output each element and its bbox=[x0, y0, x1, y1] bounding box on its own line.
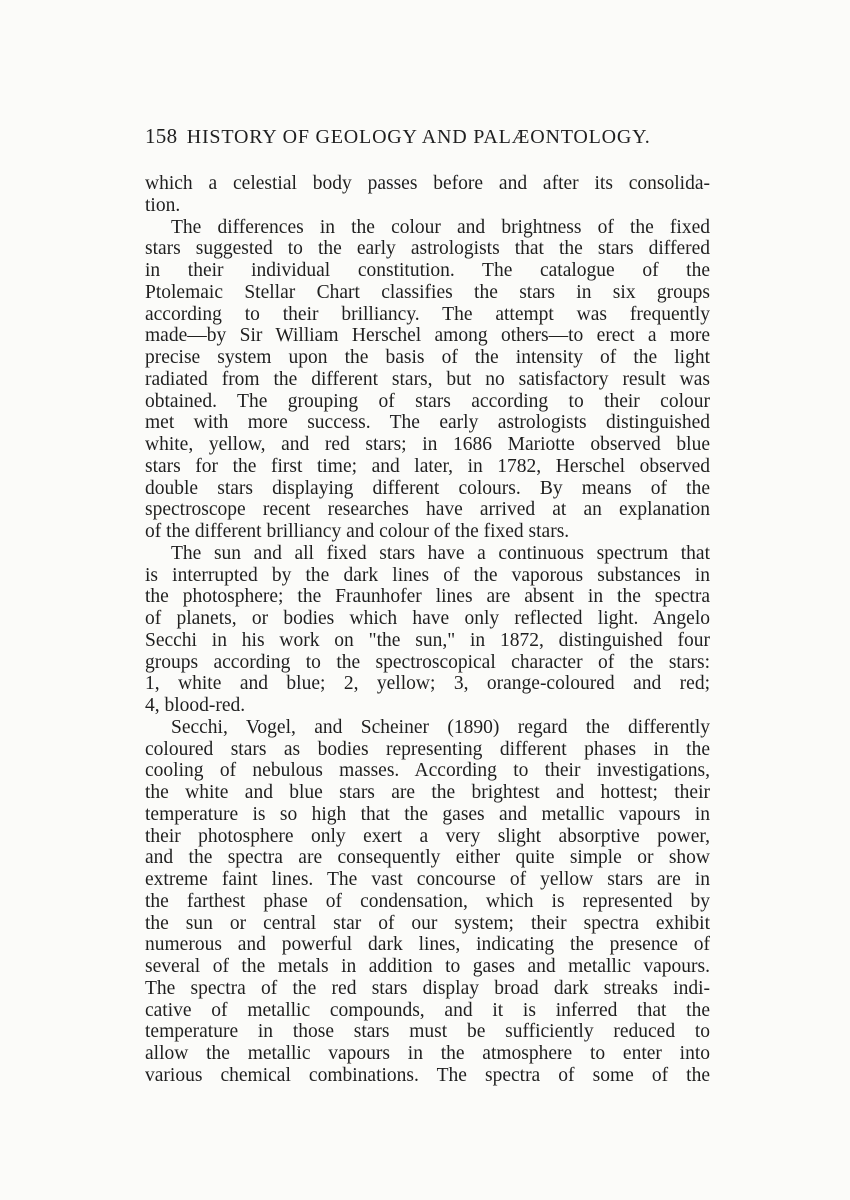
text-line: allow the metallic vapours in the atmosphere to enter into bbox=[145, 1043, 710, 1064]
text-line: 4, blood-red. bbox=[145, 695, 246, 716]
text-line: double stars displaying different colours. By means of the bbox=[145, 477, 710, 499]
text-line: radiated from the different stars, but no satisfactory result was bbox=[145, 368, 710, 390]
text-line: temperature in those stars must be sufficiently reduced to bbox=[145, 1021, 710, 1043]
text-line: of planets, or bodies which have only reflected light. Angelo bbox=[145, 608, 710, 629]
text-line: and the spectra are consequently either quite simple or show bbox=[145, 847, 710, 869]
text-line: the farthest phase of condensation, which is represented by bbox=[145, 890, 710, 912]
text-line: cooling of nebulous masses. According to their investigations, bbox=[145, 760, 710, 782]
text-line: The differences in the colour and brightness of the fixed bbox=[171, 216, 710, 238]
text-line: numerous and powerful dark lines, indicating the presence of bbox=[145, 934, 710, 956]
paragraph bbox=[145, 717, 710, 1087]
text-line: tion. bbox=[145, 194, 181, 216]
page-number: 158 bbox=[145, 124, 178, 148]
text-line: precise system upon the basis of the intensity of the light bbox=[145, 347, 710, 368]
text-line: extreme faint lines. The vast concourse of yellow stars are in bbox=[145, 869, 710, 890]
text-line: coloured stars as bodies representing different phases in the bbox=[145, 738, 710, 760]
text-line: various chemical combinations. The spectra of some of the bbox=[145, 1064, 710, 1086]
text-line: is interrupted by the dark lines of the vaporous substances in bbox=[145, 564, 710, 586]
paragraph bbox=[145, 543, 710, 717]
text-line: of the different brilliancy and colour of the fixed stars. bbox=[145, 521, 570, 542]
text-line: made—by Sir William Herschel among others—to erect a more bbox=[145, 325, 710, 347]
text-line: the sun or central star of our system; their spectra exhibit bbox=[145, 912, 710, 934]
body-text bbox=[145, 173, 710, 1087]
text-line: groups according to the spectroscopical character of the stars: bbox=[145, 651, 710, 673]
text-line: in their individual constitution. The catalogue of the bbox=[145, 260, 710, 281]
text-line: 1, white and blue; 2, yellow; 3, orange-coloured and red; bbox=[145, 673, 710, 695]
text-line: Secchi, Vogel, and Scheiner (1890) regard the differently bbox=[171, 716, 710, 738]
text-line: cative of metallic compounds, and it is inferred that the bbox=[145, 999, 710, 1021]
paragraph bbox=[145, 217, 710, 543]
text-line: according to their brilliancy. The attempt was frequently bbox=[145, 303, 710, 325]
paragraph bbox=[145, 173, 710, 217]
text-line: The spectra of the red stars display broad dark streaks indi- bbox=[145, 977, 710, 999]
text-line: temperature is so high that the gases and metallic vapours in bbox=[145, 803, 710, 825]
text-line: The sun and all fixed stars have a continuous spectrum that bbox=[171, 542, 710, 564]
text-line: met with more success. The early astrologists distinguished bbox=[145, 412, 710, 434]
running-head bbox=[145, 122, 710, 151]
text-line: Ptolemaic Stellar Chart classifies the stars in six groups bbox=[145, 281, 710, 303]
text-line: the photosphere; the Fraunhofer lines are absent in the spectra bbox=[145, 586, 710, 608]
text-line: stars suggested to the early astrologists that the stars differed bbox=[145, 238, 710, 260]
text-line: stars for the first time; and later, in 1782, Herschel observed bbox=[145, 455, 710, 477]
text-line: white, yellow, and red stars; in 1686 Mariotte observed blue bbox=[145, 434, 710, 455]
text-line: obtained. The grouping of stars according to their colour bbox=[145, 390, 710, 412]
running-title: HISTORY OF GEOLOGY AND PALÆONTOLOGY. bbox=[186, 126, 651, 148]
text-line: Secchi in his work on "the sun," in 1872, distinguished four bbox=[145, 629, 710, 651]
text-line: spectroscope recent researches have arrived at an explanation bbox=[145, 499, 710, 521]
text-line: several of the metals in addition to gases and metallic vapours. bbox=[145, 956, 710, 977]
text-line: the white and blue stars are the brightest and hottest; their bbox=[145, 782, 710, 803]
book-page bbox=[145, 122, 710, 1087]
text-line: which a celestial body passes before and after its consolida- bbox=[145, 173, 710, 194]
text-line: their photosphere only exert a very slight absorptive power, bbox=[145, 825, 710, 847]
